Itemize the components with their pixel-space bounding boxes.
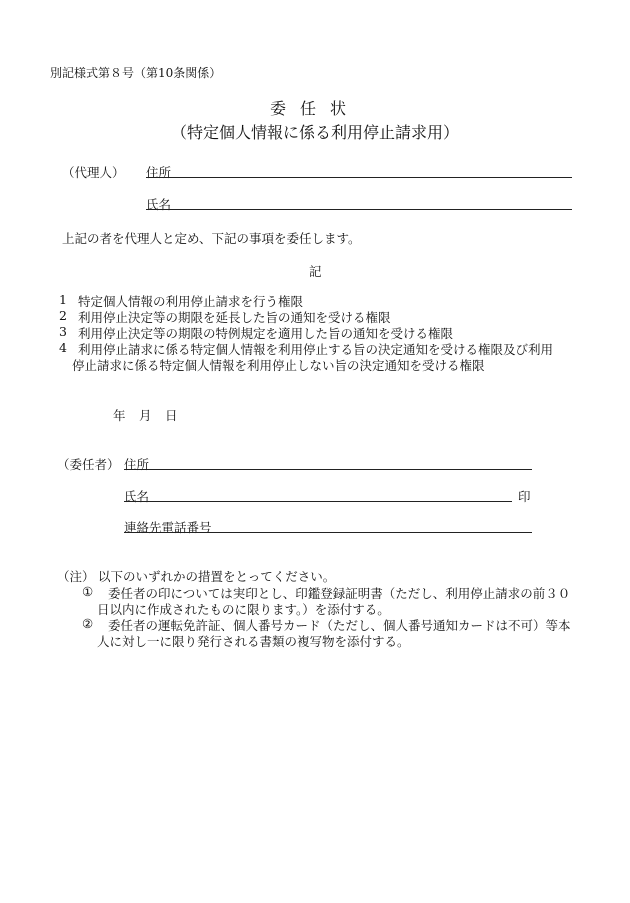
date-month: 月 (139, 408, 152, 423)
delegation-statement: 上記の者を代理人と定め、下記の事項を委任します。 (62, 231, 361, 246)
note-mark: ② (82, 616, 94, 631)
principal-phone-line[interactable] (124, 532, 532, 533)
list-item-num: 3 (59, 324, 67, 339)
principal-label: （委任者） (57, 457, 120, 472)
agent-address-label: 住所 (146, 165, 172, 180)
date-year: 年 (113, 408, 126, 423)
notes-label: （注） (57, 569, 95, 584)
agent-address-line[interactable] (146, 177, 572, 178)
agent-name-line[interactable] (146, 209, 572, 210)
principal-name-line[interactable] (124, 501, 512, 502)
form-id: 別記様式第８号（第10条関係） (50, 66, 222, 80)
date-day: 日 (165, 408, 178, 423)
principal-name-label: 氏名 (124, 489, 150, 504)
agent-label: （代理人） (62, 165, 125, 180)
list-item: 利用停止決定等の期限を延長した旨の通知を受ける権限 (78, 310, 391, 325)
principal-phone-label: 連絡先電話番号 (124, 520, 212, 535)
list-item-num: 1 (59, 292, 67, 307)
note-line: 委任者の印については実印とし、印鑑登録証明書（ただし、利用停止請求の前３０ (108, 586, 571, 601)
note-mark: ① (82, 584, 94, 599)
note-line: 人に対し一に限り発行される書類の複写物を添付する。 (97, 634, 410, 649)
document-subtitle: （特定個人情報に係る利用停止請求用） (170, 123, 459, 142)
list-item: 特定個人情報の利用停止請求を行う権限 (78, 294, 304, 309)
principal-address-line[interactable] (124, 469, 532, 470)
list-item: 利用停止請求に係る特定個人情報を利用停止する旨の決定通知を受ける権限及び利用 (78, 342, 554, 357)
notes-intro: 以下のいずれかの措置をとってください。 (98, 569, 336, 584)
ki-heading: 記 (309, 264, 322, 279)
note-line: 日以内に作成されたものに限ります。）を添付する。 (97, 602, 390, 617)
list-item: 利用停止決定等の期限の特例規定を適用した旨の通知を受ける権限 (78, 326, 454, 341)
list-item-num: 4 (59, 340, 67, 355)
note-line: 委任者の運転免許証、個人番号カード（ただし、個人番号通知カードは不可）等本 (108, 618, 571, 633)
list-item-continuation: 停止請求に係る特定個人情報を利用停止しない旨の決定通知を受ける権限 (72, 358, 485, 373)
agent-name-label: 氏名 (146, 197, 172, 212)
document-title: 委任状 (269, 99, 360, 118)
principal-address-label: 住所 (124, 457, 150, 472)
seal-mark: 印 (518, 489, 531, 504)
list-item-num: 2 (59, 308, 67, 323)
